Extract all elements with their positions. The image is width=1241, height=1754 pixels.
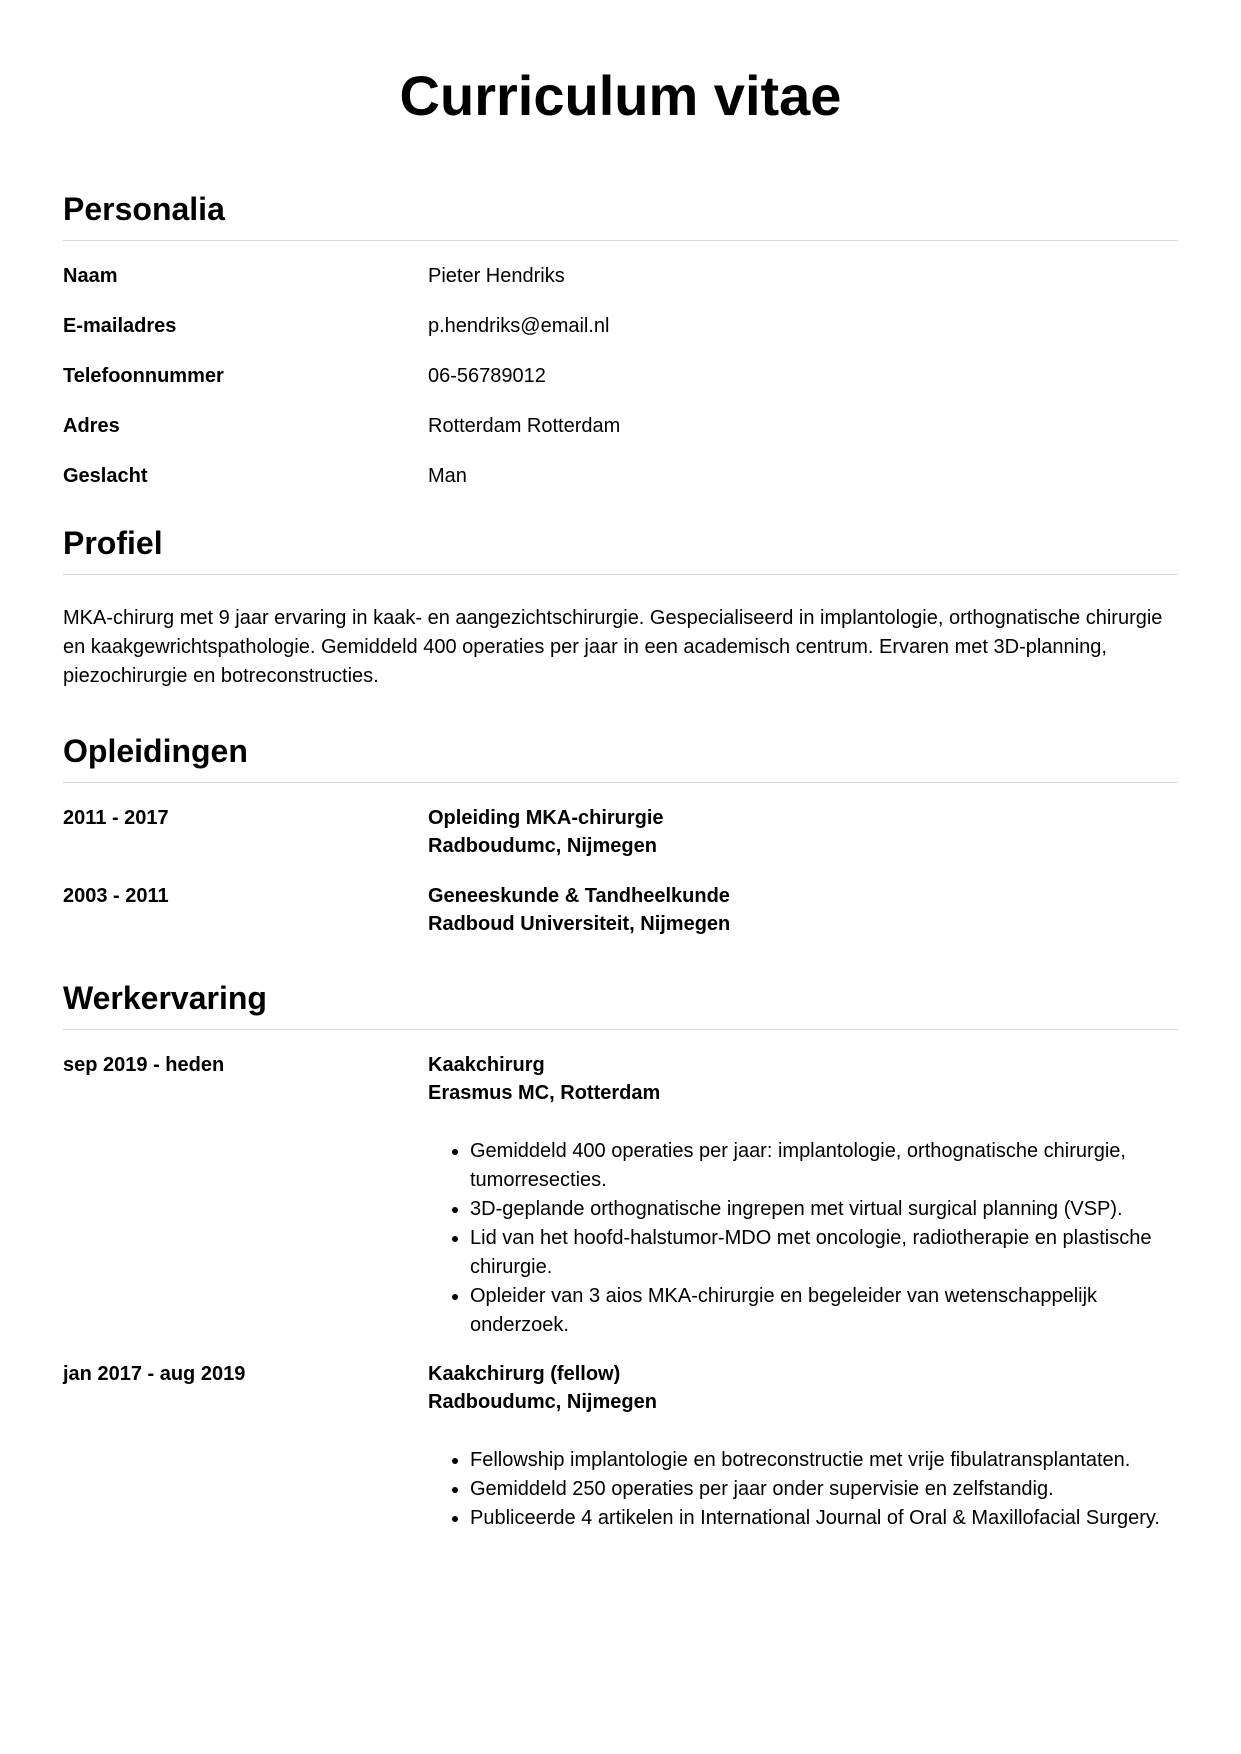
work-bullets xyxy=(428,1137,1178,1340)
personal-row-phone xyxy=(63,362,1178,390)
work-bullet: • Publiceerde 4 artikelen in International Journal of Oral & Maxillofacial Surgery. xyxy=(470,1504,1178,1533)
personal-row-email xyxy=(63,312,1178,340)
education-place: Radboudumc, Nijmegen xyxy=(428,835,657,857)
page-title: Curriculum vitae xyxy=(399,64,842,127)
personal-info-list xyxy=(63,241,1178,490)
row-label: Adres xyxy=(63,415,120,437)
row-value: 06-56789012 xyxy=(428,365,546,387)
row-label: Naam xyxy=(63,265,118,287)
education-period: 2003 - 2011 xyxy=(63,885,169,907)
education-title: Opleiding MKA-chirurgie xyxy=(428,807,664,829)
work-bullet: • Opleider van 3 aios MKA-chirurgie en begeleider van wetenschappelijk onderzoek. xyxy=(470,1282,1178,1340)
personal-row-gender xyxy=(63,462,1178,490)
work-place: Erasmus MC, Rotterdam xyxy=(428,1082,661,1104)
section-heading-personalia: Personalia xyxy=(63,190,1178,241)
section-profiel xyxy=(63,524,1178,691)
row-value: Pieter Hendriks xyxy=(428,265,565,287)
section-heading-werkervaring: Werkervaring xyxy=(63,979,1178,1030)
section-heading-opleidingen: Opleidingen xyxy=(63,732,1178,783)
work-title: Kaakchirurg (fellow) xyxy=(428,1363,621,1385)
education-item xyxy=(63,804,1178,860)
work-bullet: • Fellowship implantologie en botreconstructie met vrije fibulatransplantaten. xyxy=(470,1446,1178,1475)
row-label: Telefoonnummer xyxy=(63,365,224,387)
work-place: Radboudumc, Nijmegen xyxy=(428,1391,657,1413)
education-details xyxy=(428,882,1178,938)
section-werkervaring xyxy=(63,979,1178,1533)
education-place: Radboud Universiteit, Nijmegen xyxy=(428,913,731,935)
education-item xyxy=(63,882,1178,938)
work-item xyxy=(63,1360,1178,1533)
work-title: Kaakchirurg xyxy=(428,1054,545,1076)
row-value: Rotterdam Rotterdam xyxy=(428,415,621,437)
row-value: p.hendriks@email.nl xyxy=(428,315,610,337)
personal-row-name xyxy=(63,262,1178,290)
work-details xyxy=(428,1360,1178,1533)
work-period: jan 2017 - aug 2019 xyxy=(63,1363,246,1385)
work-bullet: • Gemiddeld 250 operaties per jaar onder supervisie en zelfstandig. xyxy=(470,1475,1178,1504)
work-bullet: • 3D-geplande orthognatische ingrepen met virtual surgical planning (VSP). xyxy=(470,1195,1178,1224)
personal-row-address xyxy=(63,412,1178,440)
section-heading-profiel: Profiel xyxy=(63,524,1178,575)
profile-text: MKA-chirurg met 9 jaar ervaring in kaak- en aangezichtschirurgie. Gespecialiseerd in implantologie, orthognatische chirurgie en kaakgewrichtspathologie. Gemiddeld 400 operaties per jaar in een academisch centrum. Ervaren met 3D-planning, piezochirurgie en botreconstructies. xyxy=(63,607,1163,687)
row-label: E-mailadres xyxy=(63,315,177,337)
work-period: sep 2019 - heden xyxy=(63,1054,225,1076)
work-details xyxy=(428,1051,1178,1340)
row-value: Man xyxy=(428,465,467,487)
work-bullet: • Lid van het hoofd-halstumor-MDO met oncologie, radiotherapie en plastische chirurgie. xyxy=(470,1224,1178,1282)
education-list xyxy=(63,783,1178,938)
row-label: Geslacht xyxy=(63,465,148,487)
education-period: 2011 - 2017 xyxy=(63,807,169,829)
work-bullet: • Gemiddeld 400 operaties per jaar: implantologie, orthognatische chirurgie, tumorresecties. xyxy=(470,1137,1178,1195)
work-item xyxy=(63,1051,1178,1340)
section-opleidingen xyxy=(63,732,1178,938)
work-experience-list xyxy=(63,1030,1178,1533)
section-personalia xyxy=(63,190,1178,490)
education-details xyxy=(428,804,1178,860)
education-title: Geneeskunde & Tandheelkunde xyxy=(428,885,730,907)
work-bullets xyxy=(428,1446,1178,1533)
